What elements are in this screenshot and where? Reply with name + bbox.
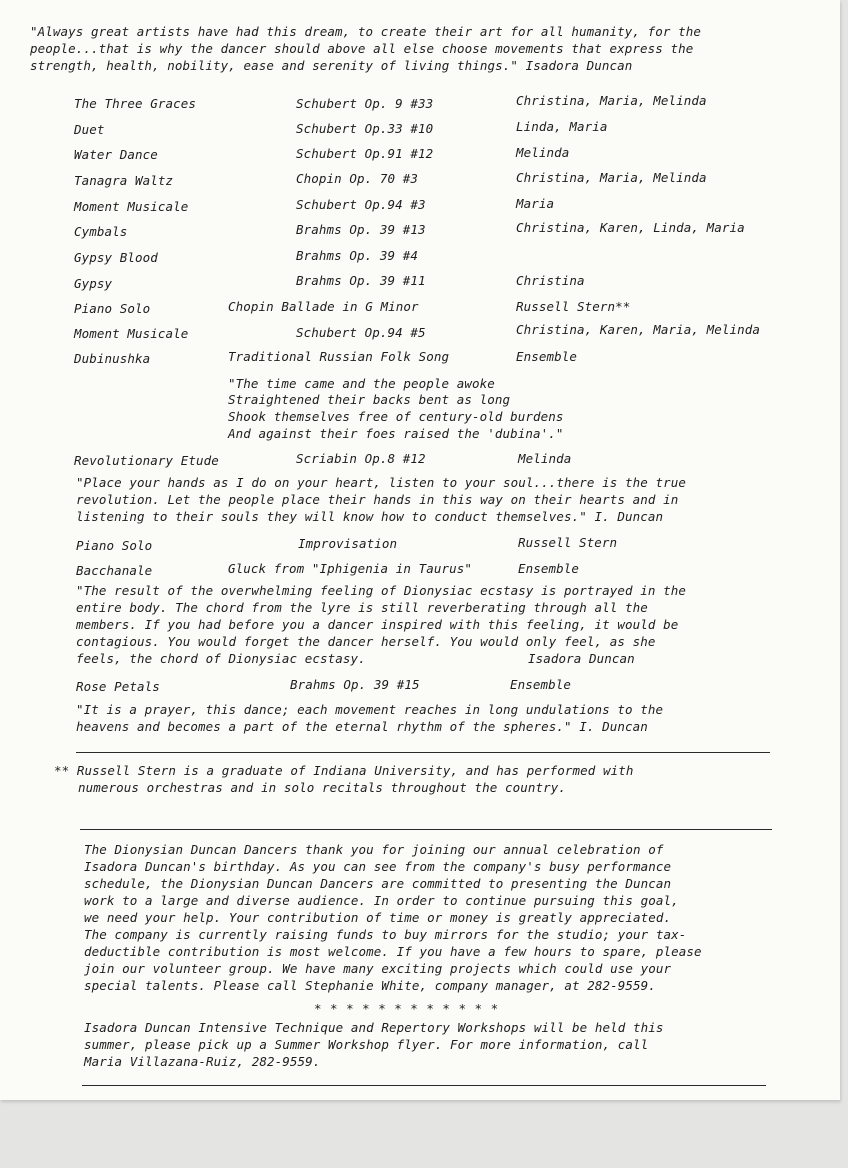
program-row-6-music: Brahms Op. 39 #13 [296, 222, 426, 237]
thanks-line-4: work to a large and diverse audience. In order to continue pursuing this goal, [84, 893, 679, 908]
verse-line-2: Straightened their backs bent as long [228, 392, 511, 407]
footnote-line-1: ** Russell Stern is a graduate of Indiana University, and has performed with [54, 763, 634, 778]
program-row-13-music: Improvisation [298, 536, 398, 551]
program-row-8-music: Brahms Op. 39 #11 [296, 273, 426, 288]
program-row-2-music: Schubert Op.33 #10 [296, 121, 434, 136]
program-row-4-music: Chopin Op. 70 #3 [296, 171, 419, 186]
revolution-quote-line-2: revolution. Let the people place their hands in this way on their hearts and in [76, 492, 679, 507]
program-row-10-performers: Christina, Karen, Maria, Melinda [516, 322, 761, 337]
verse-line-1: "The time came and the people awoke [228, 376, 495, 391]
program-row-11-music: Traditional Russian Folk Song [228, 349, 450, 364]
program-row-6-performers: Christina, Karen, Linda, Maria [516, 220, 745, 235]
bacchanale-quote-line-4: contagious. You would forget the dancer herself. You would only feel, as she [76, 634, 656, 649]
program-row-13-performers: Russell Stern [518, 535, 618, 550]
program-row-1-performers: Christina, Maria, Melinda [516, 93, 707, 108]
opening-quote-line-3: strength, health, nobility, ease and serenity of living things." Isadora Duncan [30, 58, 633, 73]
rose-petals-quote-line-2: heavens and becomes a part of the eternal rhythm of the spheres." I. Duncan [76, 719, 648, 734]
program-row-3-title: Water Dance [74, 147, 158, 162]
program-row-2-title: Duet [74, 122, 105, 137]
program-row-13-title: Piano Solo [76, 538, 153, 553]
workshop-line-1: Isadora Duncan Intensive Technique and Repertory Workshops will be held this [84, 1020, 664, 1035]
bacchanale-quote-line-5: feels, the chord of Dionysiac ecstasy. [76, 651, 366, 666]
program-row-9-title: Piano Solo [74, 301, 151, 316]
program-row-2-performers: Linda, Maria [516, 119, 608, 134]
program-row-7-music: Brahms Op. 39 #4 [296, 248, 419, 263]
bacchanale-quote-line-3: members. If you had before you a dancer inspired with this feeling, it would be [76, 617, 679, 632]
program-row-8-title: Gypsy [74, 276, 113, 291]
program-row-12-performers: Melinda [518, 451, 572, 466]
program-row-3-performers: Melinda [516, 145, 570, 160]
program-row-10-title: Moment Musicale [74, 326, 189, 341]
program-row-9-performers: Russell Stern** [516, 299, 631, 314]
program-row-8-performers: Christina [516, 273, 585, 288]
program-row-15-performers: Ensemble [510, 677, 572, 692]
thanks-line-7: deductible contribution is most welcome. If you have a few hours to spare, please [84, 944, 702, 959]
program-row-15-title: Rose Petals [76, 679, 160, 694]
workshop-line-2: summer, please pick up a Summer Workshop flyer. For more information, call [84, 1037, 649, 1052]
program-row-4-performers: Christina, Maria, Melinda [516, 170, 707, 185]
program-row-11-performers: Ensemble [516, 349, 578, 364]
program-row-12-title: Revolutionary Etude [74, 453, 219, 468]
program-row-5-music: Schubert Op.94 #3 [296, 197, 426, 212]
divider-rule-2 [80, 829, 772, 830]
workshop-line-3: Maria Villazana-Ruiz, 282-9559. [84, 1054, 321, 1069]
program-row-10-music: Schubert Op.94 #5 [296, 325, 426, 340]
program-row-5-performers: Maria [516, 196, 555, 211]
footnote-line-2: numerous orchestras and in solo recitals throughout the country. [78, 780, 567, 795]
opening-quote-line-1: "Always great artists have had this dream, to create their art for all humanity, for the [30, 24, 702, 39]
divider-rule-1 [76, 752, 770, 753]
program-row-6-title: Cymbals [74, 224, 128, 239]
program-row-14-performers: Ensemble [518, 561, 580, 576]
thanks-line-1: The Dionysian Duncan Dancers thank you for joining our annual celebration of [84, 842, 664, 857]
thanks-line-9: special talents. Please call Stephanie White, company manager, at 282-9559. [84, 978, 656, 993]
program-row-12-music: Scriabin Op.8 #12 [296, 451, 426, 466]
program-row-4-title: Tanagra Waltz [74, 173, 174, 188]
bacchanale-quote-line-1: "The result of the overwhelming feeling of Dionysiac ecstasy is portrayed in the [76, 583, 687, 598]
program-row-14-music: Gluck from "Iphigenia in Taurus" [228, 561, 473, 576]
program-row-11-title: Dubinushka [74, 351, 151, 366]
verse-line-4: And against their foes raised the 'dubina'." [228, 426, 564, 441]
opening-quote-line-2: people...that is why the dancer should above all else choose movements that express the [30, 41, 694, 56]
program-row-9-music: Chopin Ballade in G Minor [228, 299, 419, 314]
bacchanale-quote-attribution: Isadora Duncan [528, 651, 635, 666]
program-row-3-music: Schubert Op.91 #12 [296, 146, 434, 161]
thanks-line-2: Isadora Duncan's birthday. As you can see from the company's busy performance [84, 859, 672, 874]
bacchanale-quote-line-2: entire body. The chord from the lyre is still reverberating through all the [76, 600, 648, 615]
program-row-1-music: Schubert Op. 9 #33 [296, 96, 434, 111]
verse-line-3: Shook themselves free of century-old burdens [228, 409, 564, 424]
program-row-1-title: The Three Graces [74, 96, 197, 111]
program-row-15-music: Brahms Op. 39 #15 [290, 677, 420, 692]
asterisk-separator: * * * * * * * * * * * * [314, 1001, 499, 1016]
revolution-quote-line-3: listening to their souls they will know how to conduct themselves." I. Duncan [76, 509, 664, 524]
divider-rule-3 [82, 1085, 766, 1086]
thanks-line-8: join our volunteer group. We have many exciting projects which could use your [84, 961, 672, 976]
rose-petals-quote-line-1: "It is a prayer, this dance; each movement reaches in long undulations to the [76, 702, 664, 717]
program-row-5-title: Moment Musicale [74, 199, 189, 214]
thanks-line-3: schedule, the Dionysian Duncan Dancers are committed to presenting the Duncan [84, 876, 672, 891]
program-row-7-title: Gypsy Blood [74, 250, 158, 265]
program-row-14-title: Bacchanale [76, 563, 153, 578]
thanks-line-5: we need your help. Your contribution of time or money is greatly appreciated. [84, 910, 672, 925]
thanks-line-6: The company is currently raising funds to buy mirrors for the studio; your tax- [84, 927, 687, 942]
revolution-quote-line-1: "Place your hands as I do on your heart, listen to your soul...there is the true [76, 475, 687, 490]
